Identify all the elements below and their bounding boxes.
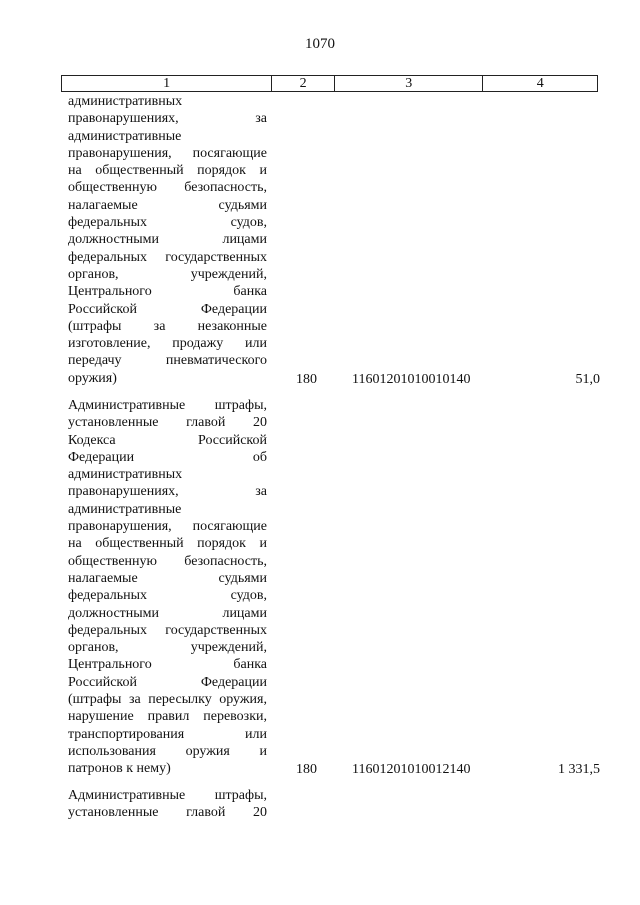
row-code-main: 180 xyxy=(296,372,317,387)
description-line: органов, учреждений, xyxy=(68,640,267,656)
table-column-header xyxy=(61,75,598,92)
column-header-4: 4 xyxy=(536,76,544,91)
description-line: административные xyxy=(68,501,182,517)
description-line: административных xyxy=(68,467,183,483)
description-line: установленные главой 20 xyxy=(68,805,267,821)
description-line: должностными лицами xyxy=(68,605,267,621)
row-code-full: 11601201010010140 xyxy=(352,372,471,387)
description-line: передачу пневматического xyxy=(68,353,267,369)
description-line: на общественный порядок и xyxy=(68,536,267,552)
description-line: (штрафы за незаконные xyxy=(68,318,267,334)
description-line: патронов к нему) xyxy=(68,761,171,777)
column-header-1: 1 xyxy=(62,76,272,91)
row-code-main: 180 xyxy=(296,762,317,777)
description-line: Кодекса Российской xyxy=(68,432,267,448)
column-header-3: 3 xyxy=(335,76,483,91)
row-amount: 1 331,5 xyxy=(558,762,600,777)
description-line: использования оружия и xyxy=(68,743,267,759)
description-line: на общественный порядок и xyxy=(68,163,267,179)
description-line: правонарушениях, за xyxy=(68,111,267,127)
page-number: 1070 xyxy=(305,36,335,52)
description-line: федеральных судов, xyxy=(68,215,267,231)
description-line: Российской Федерации xyxy=(68,674,267,690)
description-line: правонарушения, посягающие xyxy=(68,145,267,161)
description-line: Административные штрафы, xyxy=(68,398,267,413)
description-line: федеральных государственных xyxy=(68,622,267,638)
description-line: правонарушения, посягающие xyxy=(68,519,267,535)
description-line: транспортирования или xyxy=(68,726,267,742)
description-line: Федерации об xyxy=(68,449,267,465)
row-description xyxy=(68,397,267,778)
description-line: общественную безопасность, xyxy=(68,553,267,569)
description-line: Административные штрафы, xyxy=(68,788,267,803)
description-line: Центрального банка xyxy=(68,657,267,673)
description-line: органов, учреждений, xyxy=(68,266,267,282)
description-line: должностными лицами xyxy=(68,232,267,248)
description-line: административные xyxy=(68,128,182,144)
description-line: оружия) xyxy=(68,370,117,386)
description-line: нарушение правил перевозки, xyxy=(68,709,267,725)
row-description xyxy=(68,787,267,822)
description-line: установленные главой 20 xyxy=(68,415,267,431)
column-header-2: 2 xyxy=(272,76,335,91)
description-line: изготовление, продажу или xyxy=(68,336,267,352)
row-code-full: 11601201010012140 xyxy=(352,762,471,777)
description-line: общественную безопасность, xyxy=(68,180,267,196)
description-line: налагаемые судьями xyxy=(68,570,267,586)
row-description xyxy=(68,93,267,387)
description-line: федеральных государственных xyxy=(68,249,267,265)
description-line: административных xyxy=(68,94,183,109)
row-amount: 51,0 xyxy=(575,372,600,387)
description-line: Центрального банка xyxy=(68,284,267,300)
description-line: федеральных судов, xyxy=(68,588,267,604)
description-line: Российской Федерации xyxy=(68,301,267,317)
description-line: налагаемые судьями xyxy=(68,197,267,213)
description-line: правонарушениях, за xyxy=(68,484,267,500)
description-line: (штрафы за пересылку оружия, xyxy=(68,692,267,708)
